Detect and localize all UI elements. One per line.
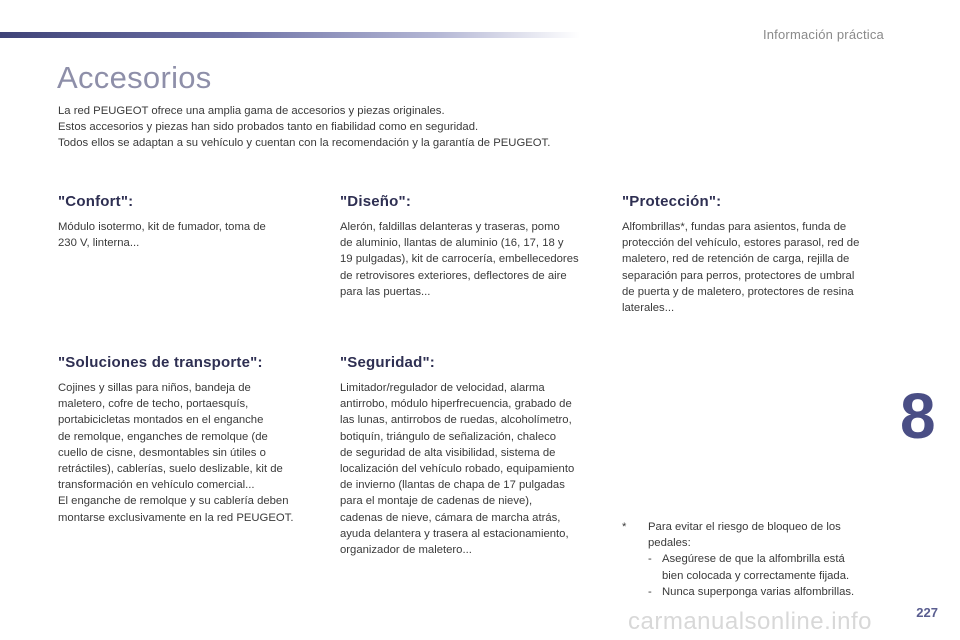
body-line: botiquín, triángulo de señalización, chaleco [340, 430, 557, 443]
section-transporte [58, 354, 328, 526]
body-line: de invierno (llantas de chapa de 17 pulgadas [340, 479, 565, 492]
bullet-dash: - [648, 585, 652, 598]
body-line: ayuda delantera y trasera al estacionamiento, [340, 527, 569, 540]
section-body [340, 219, 608, 300]
body-line: las lunas, antirrobos de ruedas, alcoholímetro, [340, 414, 572, 427]
bullet-dash: - [648, 553, 652, 566]
body-line: Alerón, faldillas delanteras y traseras, pomo [340, 221, 560, 233]
section-heading: "Soluciones de transporte": [58, 354, 263, 371]
section-heading: "Diseño": [340, 193, 412, 210]
section-label: Información práctica [762, 27, 884, 42]
body-line: El enganche de remolque y su cablería deben [58, 495, 289, 508]
bullet-text: Asegúrese de que la alfombrilla está [662, 553, 845, 566]
section-body [340, 380, 608, 558]
body-line: de remolque, enganches de remolque (de [58, 430, 268, 443]
footnote-line [622, 519, 892, 535]
section-heading: "Confort": [58, 193, 134, 210]
footnote-marker: * [622, 521, 627, 533]
bullet-text: Nunca superponga varias alfombrillas. [662, 585, 855, 598]
section-body [622, 219, 890, 316]
body-line: de aluminio, llantas de aluminio (16, 17, 18 y [340, 237, 564, 250]
body-line: cadenas de nieve, cámara de marcha atrás, [340, 511, 561, 524]
body-line: retráctiles), cablerías, suelo deslizable, kit de [58, 463, 283, 476]
body-line: 230 V, linterna... [58, 237, 140, 250]
section-heading: "Protección": [622, 193, 722, 210]
body-line: antirrobo, módulo hiperfrecuencia, grabado de [340, 398, 572, 411]
body-line: localización del vehículo robado, equipamiento [340, 463, 575, 476]
body-line: maletero, cofre de techo, portaesquís, [58, 398, 249, 411]
body-line: separación para perros, protectores de umbral [622, 269, 855, 282]
body-line: organizador de maletero... [340, 544, 472, 557]
intro-line: La red PEUGEOT ofrece una amplia gama de accesorios y piezas originales. [58, 105, 445, 117]
body-line: protección del vehículo, estores parasol, red de [622, 237, 860, 250]
watermark: carmanualsonline.info [628, 608, 872, 635]
footnote-line: pedales: [648, 537, 691, 550]
body-line: Cojines y sillas para niños, bandeja de [58, 382, 251, 394]
body-line: para el montaje de cadenas de nieve), [340, 495, 533, 508]
chapter-number: 8 [900, 380, 936, 452]
section-heading: "Seguridad": [340, 354, 435, 371]
body-line: transformación en vehículo comercial... [58, 479, 255, 492]
intro-text [58, 103, 658, 151]
section-diseno [340, 193, 608, 300]
footnote-text: Para evitar el riesgo de bloqueo de los [648, 521, 841, 533]
footnote-bullet [622, 584, 892, 600]
body-line: cuello de cisne, desmontables sin útiles o [58, 446, 266, 459]
body-line: maletero, red de retención de carga, rejilla de [622, 253, 850, 266]
footnote [622, 519, 892, 600]
body-line: portabicicletas montados en el enganche [58, 414, 264, 427]
header-accent-bar [0, 32, 580, 38]
body-line: Alfombrillas*, fundas para asientos, funda de [622, 221, 847, 233]
intro-line: Estos accesorios y piezas han sido probados tanto en fiabilidad como en seguridad. [58, 121, 479, 133]
section-confort [58, 193, 326, 251]
body-line: de seguridad de alta visibilidad, sistema de [340, 446, 556, 459]
section-body [58, 380, 328, 526]
body-line: de retrovisores exteriores, deflectores de aire [340, 269, 567, 282]
section-body [58, 219, 326, 251]
body-line: para las puertas... [340, 285, 431, 298]
page-title: Accesorios [57, 60, 212, 95]
page-number: 227 [916, 605, 938, 620]
body-line: Módulo isotermo, kit de fumador, toma de [58, 221, 266, 233]
body-line: laterales... [622, 302, 675, 315]
section-seguridad [340, 354, 608, 558]
section-proteccion [622, 193, 890, 316]
footnote-bullet [622, 551, 892, 567]
body-line: montarse exclusivamente en la red PEUGEOT. [58, 511, 294, 524]
body-line: Limitador/regulador de velocidad, alarma [340, 382, 545, 394]
body-line: 19 pulgadas), kit de carrocería, embellecedores [340, 253, 579, 266]
intro-line: Todos ellos se adaptan a su vehículo y cuentan con la recomendación y la garantía de PEUGEOT. [58, 137, 551, 149]
body-line: de puerta y de maletero, protectores de resina [622, 285, 854, 298]
bullet-text-continued: bien colocada y correctamente fijada. [662, 569, 850, 582]
